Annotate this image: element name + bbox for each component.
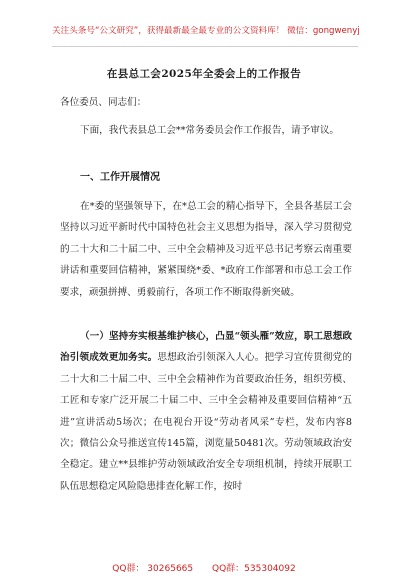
qq-group-2: QQ群：535304092 [212,564,296,574]
header-divider [52,46,358,47]
paragraph-2 [60,326,352,497]
paragraph-1: 在*委的坚强领导下，在*总工会的精心指导下，全县各基层工会坚持以习近平新时代中国特色社会主义思想为指导，深入学习贯彻党的二十大和二十届二中、三中全会精神及习近平总书记考察云南重要讲话和重要回信精神，紧紧围绕*委、*政府工作部署和市总工会工作要求，顽强拼搏、勇毅前行，各项工作不断取得新突破。 [60,201,352,298]
intro-paragraph: 下面，我代表县总工会**常务委员会作工作报告，请予审议。 [80,125,340,136]
qq-group-1: QQ群： 30265665 [112,564,194,574]
section-heading-1: 一、工作开展情况 [80,172,160,183]
salutation: 各位委员、同志们： [60,97,147,108]
paragraph-2-body: 思想政治引领深入人心。把学习宣传贯彻党的二十大和二十届二中、三中全会精神作为首要政治任务，组织劳模、工匠和专家广泛开展二十届二中、三中全会精神及重要回信精神“五进”宣讲活动5场次；在电视台开设“劳动者风采”专栏，发布内容8次；微信公众号推送宣传145篇，浏览量50481次。劳动领域政治安全稳定。建立**县维护劳动领域政治安全专项组机制，持续开展职工队伍思想稳定风险隐患排查化解工作，按时 [60,352,353,492]
subsection-heading-1: （一）坚持夯实根基维护核心，凸显“领头雁”效应，职工思想政治引领成效更加务实。 [60,331,352,364]
document-title: 在县总工会2025年全委会上的工作报告 [106,68,302,80]
footer-contacts [0,561,408,574]
promo-banner: 关注头条号“公文研究”，获得最新最全最专业的公文资料库！ 微信：gongwenyj [52,26,360,36]
